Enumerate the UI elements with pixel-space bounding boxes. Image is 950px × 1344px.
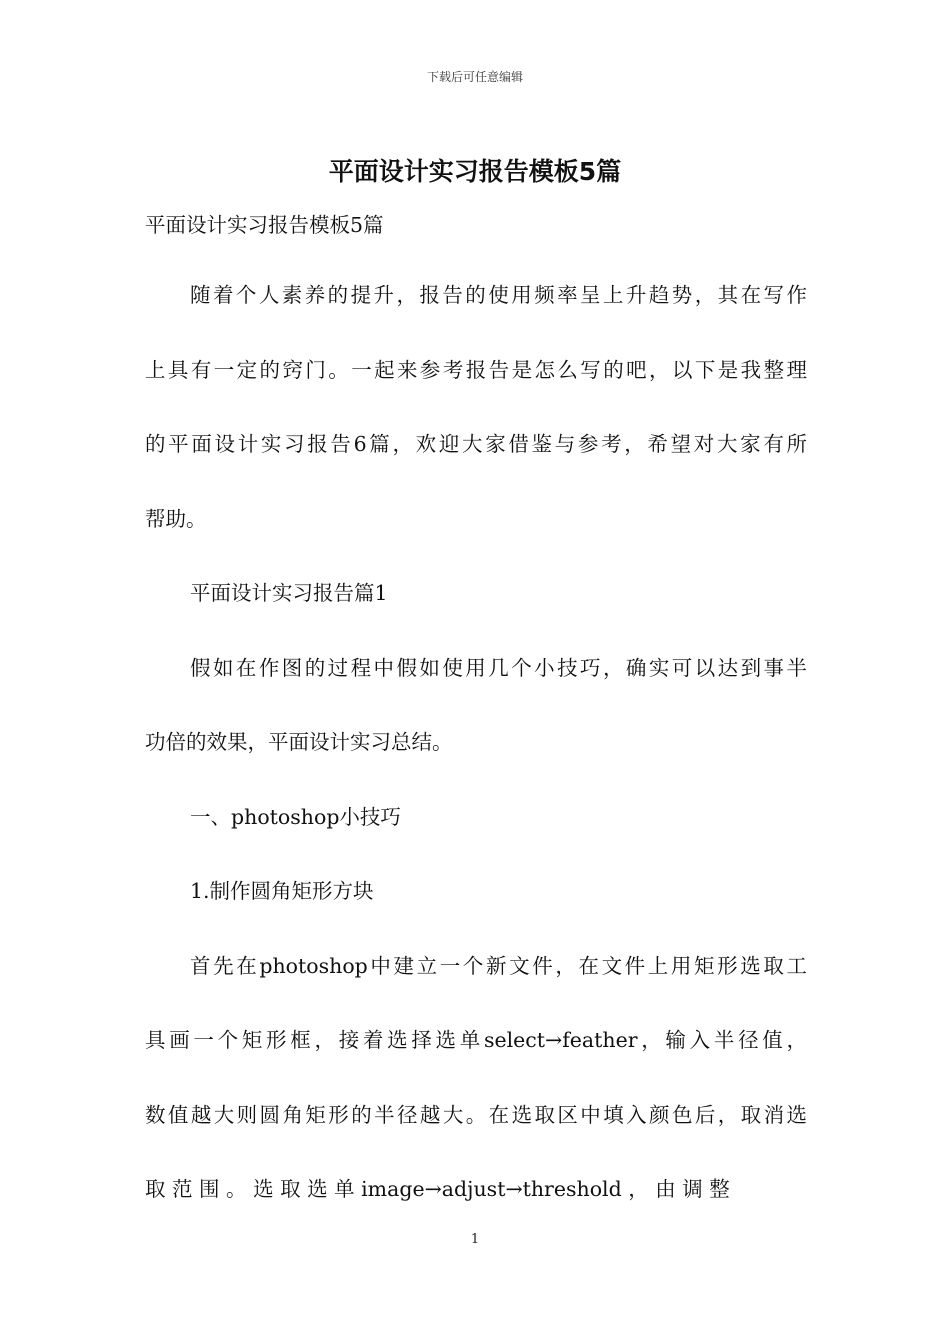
paragraph-line: 具画一个矩形框，接着选择选单select→feather，输入半径值， [145,1028,807,1052]
page-number: 1 [470,1232,480,1247]
paragraph-line: 帮助。 [145,506,207,531]
paragraph-line: 首先在photoshop中建立一个新文件，在文件上用矩形选取工 [190,953,807,978]
paragraph-line: 取 范 围 。 选 取 选 单 image→adjust→threshold ， 由 调 整 [145,1177,730,1201]
section-heading: 平面设计实习报告篇1 [190,581,388,605]
item-heading: 1.制作圆角矩形方块 [190,879,374,903]
paragraph-line: 上具有一定的窍门。一起来参考报告是怎么写的吧，以下是我整理 [145,357,807,382]
subtitle-line: 平面设计实习报告模板5篇 [145,213,384,237]
paragraph-line: 假如在作图的过程中假如使用几个小技巧，确实可以达到事半 [190,655,807,680]
paragraph-line: 数值越大则圆角矩形的半径越大。在选取区中填入颜色后，取消选 [145,1102,807,1127]
paragraph-line: 功倍的效果，平面设计实习总结。 [145,730,453,754]
subsection-heading: 一、photoshop小技巧 [190,804,401,829]
paragraph-line: 随着个人素养的提升，报告的使用频率呈上升趋势，其在写作 [190,283,807,307]
document-body [145,206,807,1245]
document-title: 平面设计实习报告模板5篇 [328,157,622,186]
paragraph-line: 的平面设计实习报告6篇，欢迎大家借鉴与参考，希望对大家有所 [145,432,807,456]
header-note: 下载后可任意编辑 [426,70,523,84]
